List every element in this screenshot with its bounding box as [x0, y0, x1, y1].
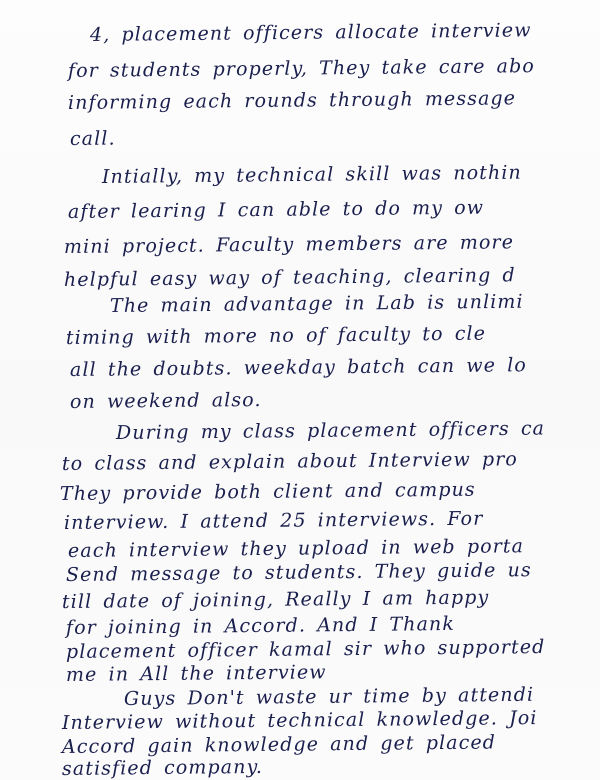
- handwritten-line: timing with more no of faculty to cle: [65, 322, 487, 349]
- handwritten-line: call.: [69, 127, 116, 150]
- handwritten-line: Accord gain knowledge and get placed: [61, 731, 497, 758]
- handwritten-line: Interview without technical knowledge. Joi: [61, 707, 538, 734]
- handwritten-line: Intially, my technical skill was nothin: [101, 161, 522, 188]
- handwritten-line: 4, placement officers allocate interview: [89, 19, 532, 46]
- handwritten-line: informing each rounds through message: [67, 87, 517, 114]
- handwritten-line: helpful easy way of teaching, clearing d: [63, 264, 516, 291]
- handwritten-line: interview. I attend 25 interviews. For: [63, 507, 484, 534]
- handwritten-line: mini project. Faculty members are more: [63, 231, 515, 258]
- handwritten-line: Send message to students. They guide us: [65, 559, 532, 586]
- handwritten-line: me in All the interview: [65, 661, 327, 686]
- handwritten-line: The main advantage in Lab is unlimi: [109, 290, 524, 317]
- handwritten-line: During my class placement officers ca: [115, 417, 546, 444]
- handwritten-line: after learing I can able to do my ow: [67, 196, 485, 223]
- handwritten-line: to class and explain about Interview pro: [61, 448, 519, 475]
- handwritten-line: placement officer kamal sir who supported: [65, 635, 546, 663]
- handwritten-line: for students properly, They take care abo: [67, 55, 535, 82]
- handwritten-line: each interview they upload in web porta: [67, 535, 525, 562]
- handwritten-line: They provide both client and campus: [59, 478, 476, 505]
- handwritten-line: all the doubts. weekday batch can we lo: [69, 354, 528, 381]
- handwritten-line: on weekend also.: [69, 388, 262, 413]
- handwritten-line: Guys Don't waste ur time by attendi: [123, 683, 535, 710]
- handwritten-line: satisfied company.: [61, 755, 264, 780]
- handwritten-line: till date of joining, Really I am happy: [61, 586, 490, 613]
- handwritten-line: for joining in Accord. And I Thank: [65, 612, 456, 639]
